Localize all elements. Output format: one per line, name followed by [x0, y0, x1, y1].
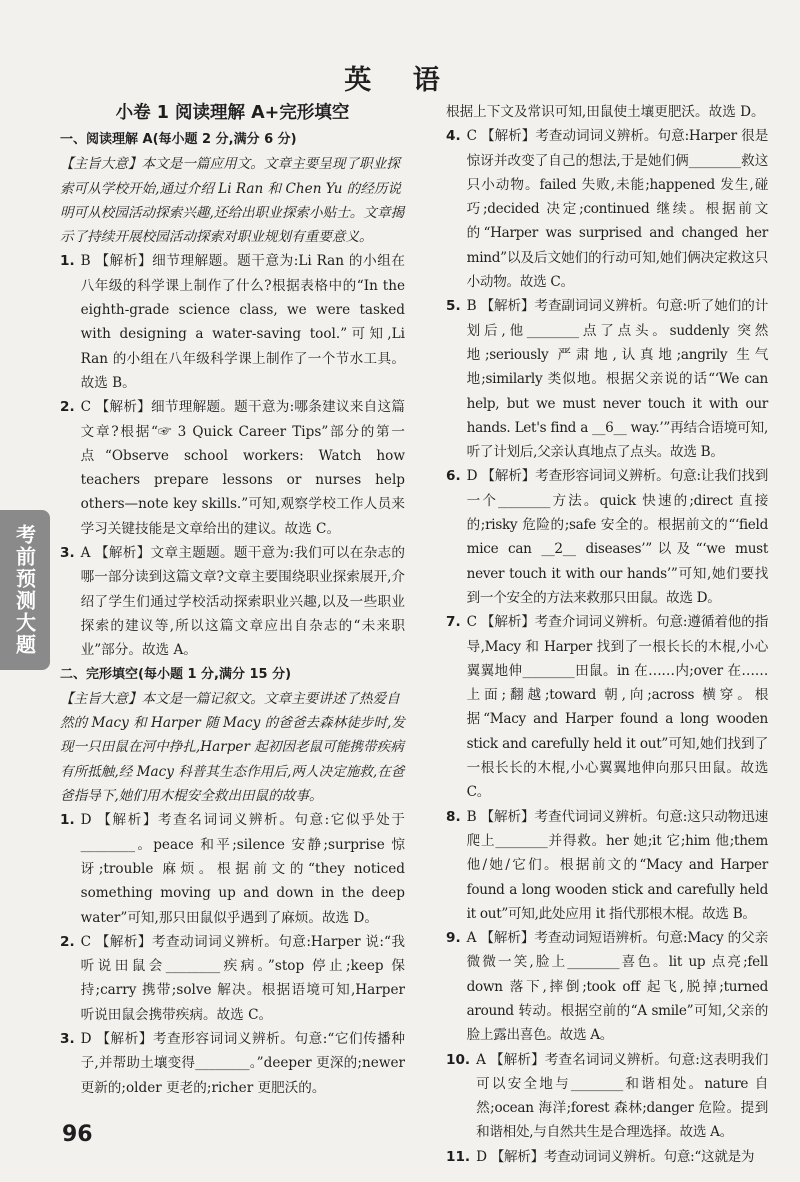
answer-text: B 【解析】考查代词词义辨析。句意:这只动物迅速爬上________并得救。her 她;it 它;him 他;them 他/她/它们。根据前文的“Macy and Harper found a long wooden stick and carefully held it out”可知,此处应用 it 指代那根木棍。故选 B。: [466, 808, 768, 922]
section-title: 小卷 1 阅读理解 A+完形填空: [115, 103, 350, 123]
answer-item: [446, 294, 768, 464]
reading-section-heading: 一、阅读理解 A(每小题 2 分,满分 6 分): [60, 132, 297, 147]
answer-number: 5.: [446, 298, 461, 315]
answer-item: [60, 249, 405, 395]
answer-number: 8.: [446, 808, 461, 825]
cloze-section-heading: 二、完形填空(每小题 1 分,满分 15 分): [60, 666, 292, 682]
answer-text: D 【解析】考查形容词词义辨析。句意:让我们找到一个________方法。quick 快速的;direct 直接的;risky 危险的;safe 安全的。根据前文的“‘field mice can __2__ diseases’”以及“‘we must never touch it with our hands’”可知,她们要找到一个安全的方法来救那只田鼠。故选 D。: [466, 468, 768, 606]
answer-item: [60, 808, 405, 929]
answer-number: 1.: [60, 812, 75, 829]
answer-item: [446, 124, 768, 294]
answer-text: C 【解析】细节理解题。题干意为:哪条建议来自这篇文章?根据“☞ 3 Quick Career Tips”部分的第一点“Observe school workers: Watch how teachers prepare lessons or nurses help others—note key skills.”可知,观察学校工作人员来学习关键技能是文章给出的建议。故选 C。: [80, 399, 405, 537]
answer-item: [446, 926, 768, 1047]
side-tab-label: 考前预测大题: [12, 524, 37, 656]
answer-text: B 【解析】考查副词词义辨析。句意:听了她们的计划后,他________点了点头。suddenly 突然地;seriously 严肃地,认真地;angrily 生气地;similarly 类似地。根据父亲说的话“‘We can help, but we must never touch it with our hands. Let's find a __6__ way.’”再结合语境可知,听了计划后,父亲认真地点了点头。故选 B。: [466, 298, 768, 461]
answer-number: 10.: [446, 1051, 471, 1068]
side-tab: [0, 510, 50, 670]
answer-text: C 【解析】考查动词词义辨析。句意:Harper 很是惊讶并改变了自己的想法,于是她们俩________救这只小动物。failed 失败,未能;happened 发生,碰巧;decided 决定;continued 继续。根据前文的“Harper was surprised and changed her mind”以及后文她们的行动可知,她们俩决定救这只小动物。故选 C。: [466, 128, 768, 291]
answer-text: C 【解析】考查介词词义辨析。句意:遵循着他的指导,Macy 和 Harper 找到了一根长长的木棍,小心翼翼地伸________田鼠。in 在……内;over 在……上面;翻越;toward 朝,向;across 横穿。根据“Macy and Harper found a long wooden stick and carefully held it out”可知,她们找到了一根长长的木棍,小心翼翼地伸向那只田鼠。故选 C。: [466, 614, 768, 801]
answer-item: [446, 610, 768, 804]
answer-text: D 【解析】考查形容词词义辨析。句意:“它们传播种子,并帮助土壤变得________。”deeper 更深的;newer 更新的;older 更老的;richer 更肥沃的。: [80, 1030, 405, 1096]
answer-number: 1.: [60, 253, 75, 270]
answer-text: D 【解析】考查动词词义辨析。句意:“这就是为: [476, 1148, 755, 1165]
answer-number: 6.: [446, 468, 461, 485]
answer-number: 11.: [446, 1148, 471, 1165]
page-number: 96: [62, 1122, 93, 1147]
answer-item: [60, 541, 405, 662]
answer-item: [446, 464, 768, 610]
answer-item: [60, 930, 405, 1027]
answer-number: 3.: [60, 545, 75, 562]
answer-text: D 【解析】考查名词词义辨析。句意:它似乎处于________。peace 和平;silence 安静;surprise 惊讶;trouble 麻烦。根据前文的“they noticed something moving up and down in the deep water”可知,那只田鼠似乎遇到了麻烦。故选 D。: [80, 812, 405, 926]
answer-item: [446, 1145, 768, 1169]
answer-item: [60, 1027, 405, 1100]
answer-number: 2.: [60, 399, 75, 416]
answer-number: 3.: [60, 1030, 75, 1047]
answer-text: A 【解析】文章主题题。题干意为:我们可以在杂志的哪一部分读到这篇文章?文章主要围绕职业探索展开,介绍了学生们通过学校活动探索职业兴趣,以及一些职业探索的建议等,所以这篇文章应出自杂志的“未来职业”部分。故选 A。: [80, 545, 405, 659]
answer-text: C 【解析】考查动词词义辨析。句意:Harper 说:“我听说田鼠会________疾病。”stop 停止;keep 保持;carry 携带;solve 解决。根据语境可知,Harper 听说田鼠会携带疾病。故选 C。: [80, 933, 405, 1023]
right-column: [446, 100, 768, 1169]
answer-item: [446, 805, 768, 926]
answer-item: [446, 1048, 768, 1145]
answer-number: 9.: [446, 930, 461, 947]
answer-text: B 【解析】细节理解题。题干意为:Li Ran 的小组在八年级的科学课上制作了什么?根据表格中的“In the eighth-grade science class, we were tasked with designing a water-saving tool.”可知,Li Ran 的小组在八年级科学课上制作了一个节水工具。故选 B。: [80, 253, 405, 391]
answer-number: 4.: [446, 128, 461, 145]
answer-number: 2.: [60, 933, 75, 950]
answer-text: A 【解析】考查名词词义辨析。句意:这表明我们可以安全地与________和谐相处。nature 自然;ocean 海洋;forest 森林;danger 危险。提到和谐相处,与自然共生是合理选择。故选 A。: [476, 1051, 768, 1141]
page-title: 英 语: [344, 65, 456, 96]
left-column: [60, 100, 405, 1100]
answer-item: [60, 395, 405, 541]
cloze-summary: 【主旨大意】本文是一篇记叙文。文章主要讲述了热爱自然的 Macy 和 Harper 随 Macy 的爸爸去森林徒步时,发现一只田鼠在河中挣扎,Harper 起初因老鼠可能携带疾病有所抵触,经 Macy 科普其生态作用后,两人决定施救,在爸爸指导下,她们用木棍安全救出田鼠的故事。: [60, 690, 405, 805]
answer-number: 7.: [446, 614, 461, 631]
answer-text: A 【解析】考查动词短语辨析。句意:Macy 的父亲微微一笑,脸上________喜色。lit up 点亮;fell down 落下,摔倒;took off 起飞,脱掉;turned around 转动。根据空前的“A smile”可知,父亲的脸上露出喜色。故选 A。: [466, 930, 768, 1044]
continued-text: 根据上下文及常识可知,田鼠使土壤更肥沃。故选 D。: [446, 104, 765, 120]
reading-summary: 【主旨大意】本文是一篇应用文。文章主要呈现了职业探索可从学校开始,通过介绍 Li Ran 和 Chen Yu 的经历说明可从校园活动探索兴趣,还给出职业探索小贴士。文章揭示了持续开展校园活动探索对职业规划有重要意义。: [60, 156, 405, 246]
